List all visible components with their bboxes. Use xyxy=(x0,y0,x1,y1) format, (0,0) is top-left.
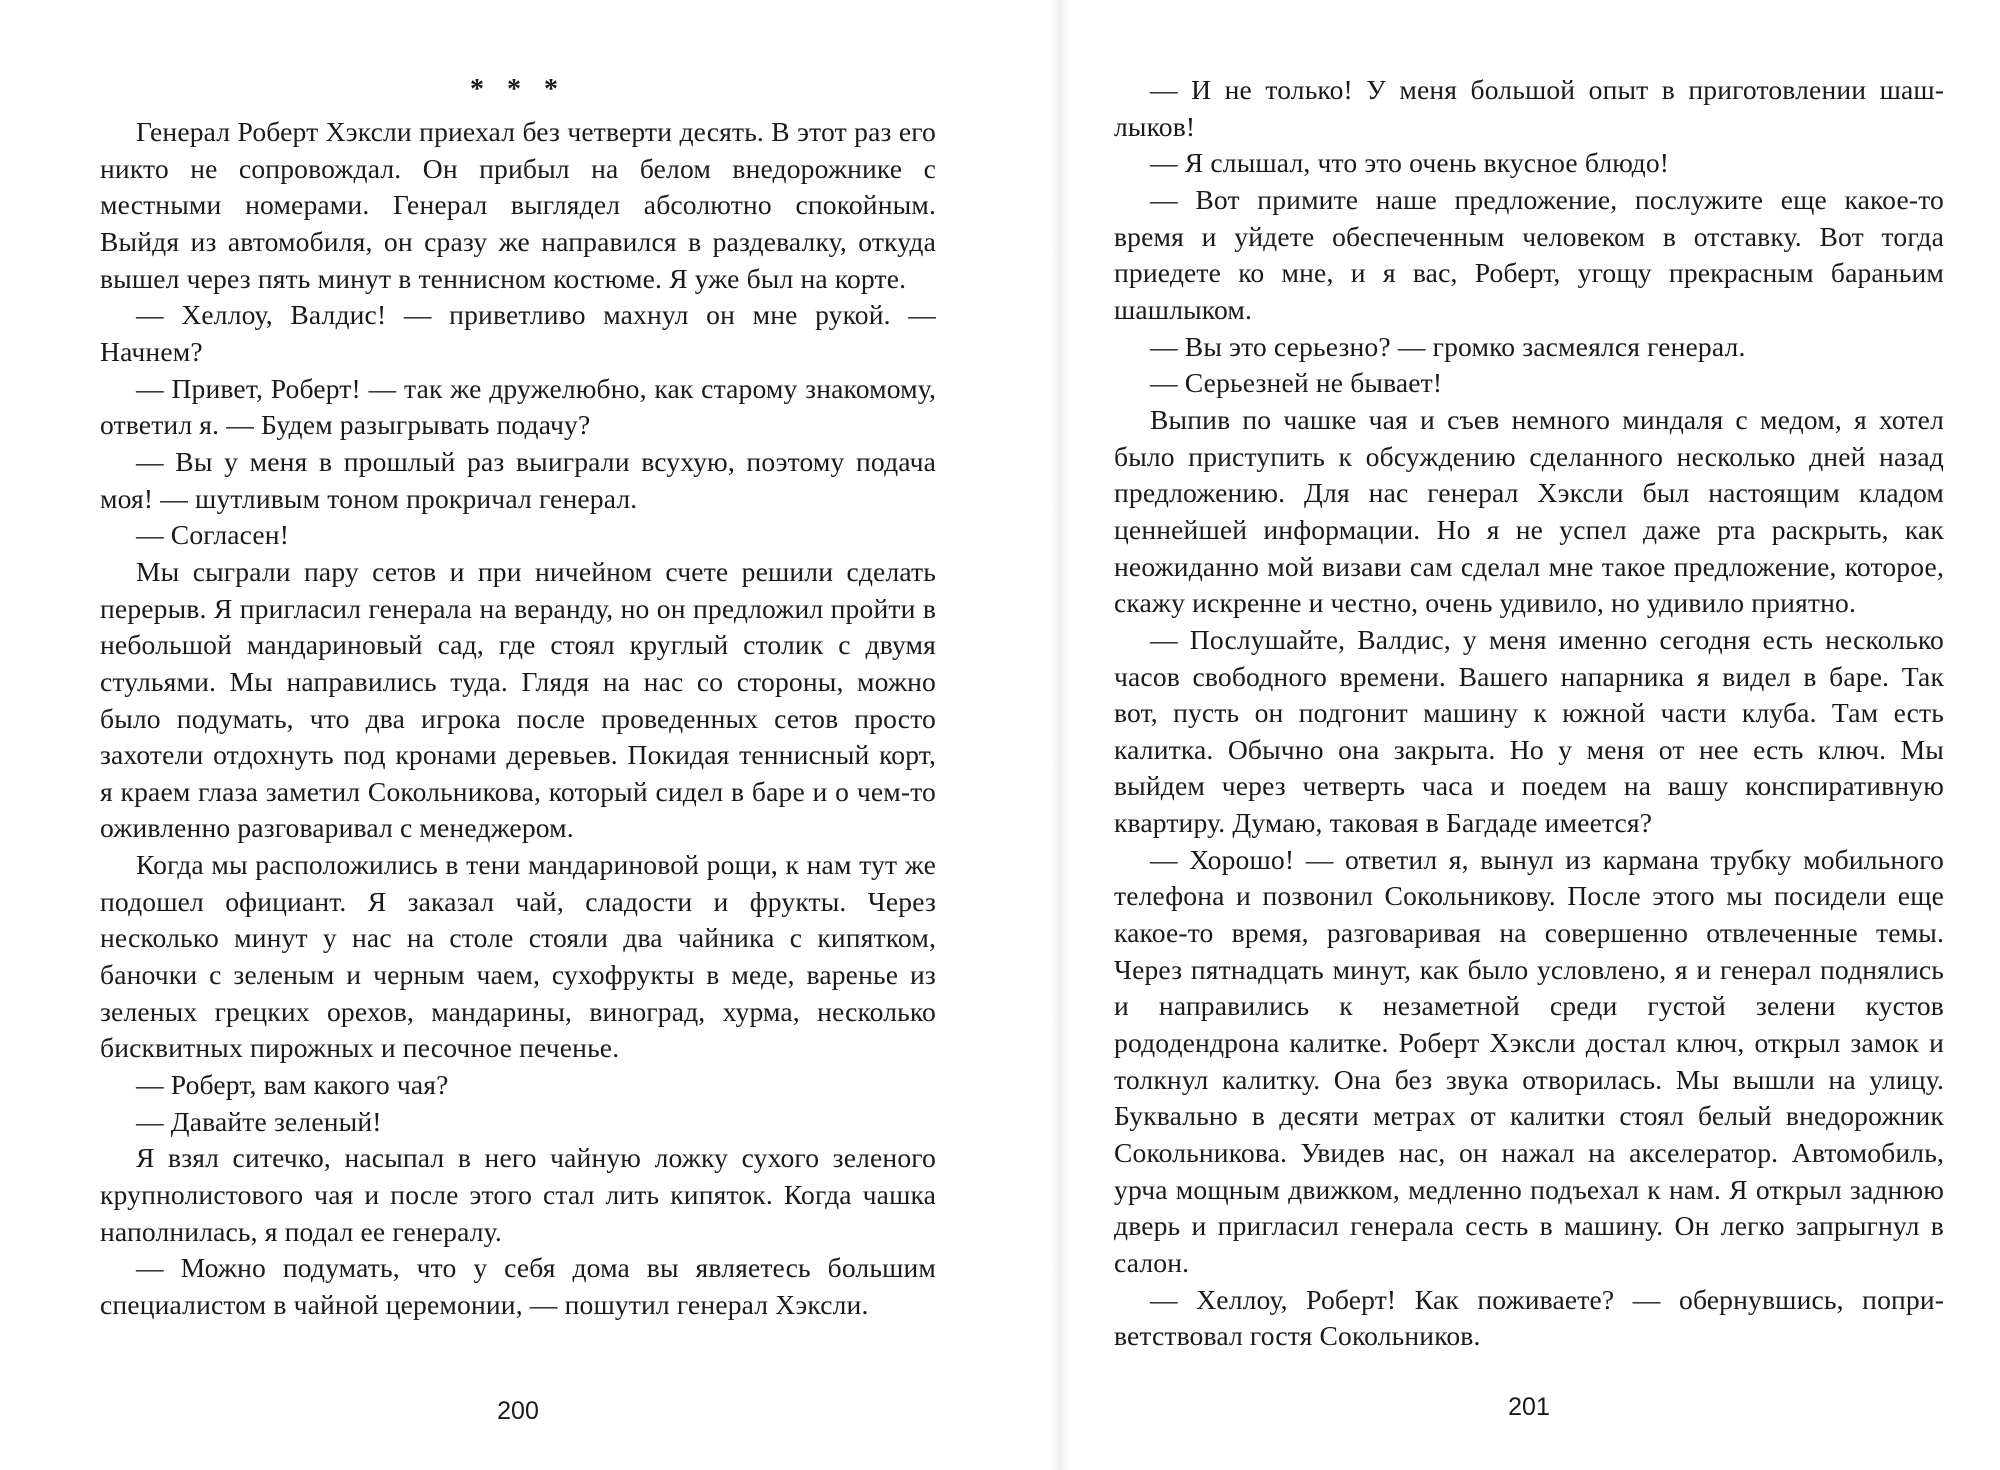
paragraph: — Хорошо! — ответил я, вынул из кармана трубку мобильного телефона и позвонил Сокольникову. После этого мы посидели еще какое-то время, разговаривая на совершенно отвлеченные темы. Через пятнадцать минут, как было условлено, я и генерал поднялись и направились к незаметной среди густой зелени кустов рододендрона калитке. Роберт Хэксли достал ключ, открыл замок и толкнул калитку. Она без звука отворилась. Мы вышли на улицу. Буквально в десяти метрах от калитки стоял белый внедорожник Сокольникова. Увидев нас, он нажал на акселератор. Автомобиль, урча мощным движком, медленно подъехал к нам. Я открыл заднюю дверь и пригласил генерала сесть в машину. Он легко запрыгнул в салон. xyxy=(1114,843,1944,1278)
paragraph: Когда мы расположились в тени мандариновой рощи, к нам тут же подошел официант. Я заказал чай, сладости и фрукты. Через несколько минут у нас на столе стояли два чайника с кипятком, баночки с зеленым и черным чаем, сухофрукты в меде, варенье из зеленых грецких орехов, мандарины, виноград, хурма, несколько бисквитных пирожных и песочное печенье. xyxy=(100,849,936,1064)
paragraph: Мы сыграли пару сетов и при ничейном счете решили сделать перерыв. Я пригласил генерала на веранду, но он предложил пройти в небольшой мандариновый сад, где стоял круглый столик с двумя стульями. Мы направились туда. Глядя на нас со стороны, можно было подумать, что два игрока после проведенных сетов просто захотели отдохнуть под кронами деревьев. Покидая теннисный корт, я краем глаза заметил Сокольникова, который сидел в баре и о чем-то оживленно разговаривал с менеджером. xyxy=(100,555,936,844)
section-break-asterism: * * * xyxy=(470,74,566,105)
paragraph: — Вот примите наше предложение, послужите еще какое-то время и уйдете обеспеченным человеком в отставку. Вот тогда приедете ко мне, и я вас, Роберт, угощу прекрасным бараньим шашлыком. xyxy=(1114,183,1944,325)
paragraph: — Согласен! xyxy=(136,519,290,551)
paragraph: — Привет, Роберт! — так же дружелюбно, как старому знакомому, ответил я. — Будем разыгрывать подачу? xyxy=(100,372,936,441)
paragraph: Генерал Роберт Хэксли приехал без четверти десять. В этот раз его никто не сопровождал. Он прибыл на белом внедорожнике с местными номерами. Генерал выглядел абсолютно спокойным. Выйдя из автомобиля, он сразу же направился в раздевалку, откуда вышел через пять минут в теннисном костюме. Я уже был на корте. xyxy=(100,116,936,294)
page-number-left: 200 xyxy=(497,1397,539,1425)
paragraph: — Я слышал, что это очень вкусное блюдо! xyxy=(1150,147,1670,179)
left-page-text xyxy=(100,114,936,1324)
paragraph: — Серьезней не бывает! xyxy=(1150,367,1443,399)
paragraph: Выпив по чашке чая и съев немного миндаля с медом, я хотел было приступить к обсуждению сделанного несколько дней назад предложению. Для нас генерал Хэксли был настоящим кладом ценнейшей информации. Но я не успел даже рта раскрыть, как неожиданно мой визави сам сделал мне такое предложение, которое, скажу искренне и честно, очень удивило, но удивило приятно. xyxy=(1114,403,1944,619)
paragraph: — Послушайте, Валдис, у меня именно сегодня есть несколько часов свободного времени. Вашего напарника я видел в баре. Так вот, пусть он подгонит машину к южной части клуба. Там есть калитка. Обычно она закрыта. Но у меня от нее есть ключ. Мы выйдем через четверть часа и поедем на вашу конспиративную квартиру. Думаю, таковая в Багдаде имеется? xyxy=(1114,623,1944,839)
right-page-text xyxy=(1114,72,1944,1355)
paragraph: — Хеллоу, Роберт! Как поживаете? — обернувшись, поприветствовал гостя Сокольников. xyxy=(1114,1283,1944,1352)
paragraph: — Вы у меня в прошлый раз выиграли всухую, поэтому подача моя! — шутливым тоном прокричал генерал. xyxy=(100,445,936,514)
paragraph: — Можно подумать, что у себя дома вы являетесь большим специалистом в чайной церемонии, — пошутил генерал Хэксли. xyxy=(100,1252,936,1320)
paragraph: — Роберт, вам какого чая? xyxy=(136,1069,449,1101)
paragraph: — Хеллоу, Валдис! — приветливо махнул он мне рукой. — Начнем? xyxy=(100,299,936,367)
page-number-right: 201 xyxy=(1508,1393,1550,1421)
book-gutter xyxy=(1050,0,1070,1470)
paragraph: — Давайте зеленый! xyxy=(136,1105,382,1137)
paragraph: — Вы это серьезно? — громко засмеялся генерал. xyxy=(1150,330,1746,362)
paragraph: Я взял ситечко, насыпал в него чайную ложку сухого зеленого крупнолистового чая и после этого стал лить кипяток. Когда чашка наполнилась, я подал ее генералу. xyxy=(100,1142,936,1247)
paragraph: — И не только! У меня большой опыт в приготовлении шашлыков! xyxy=(1114,74,1944,142)
